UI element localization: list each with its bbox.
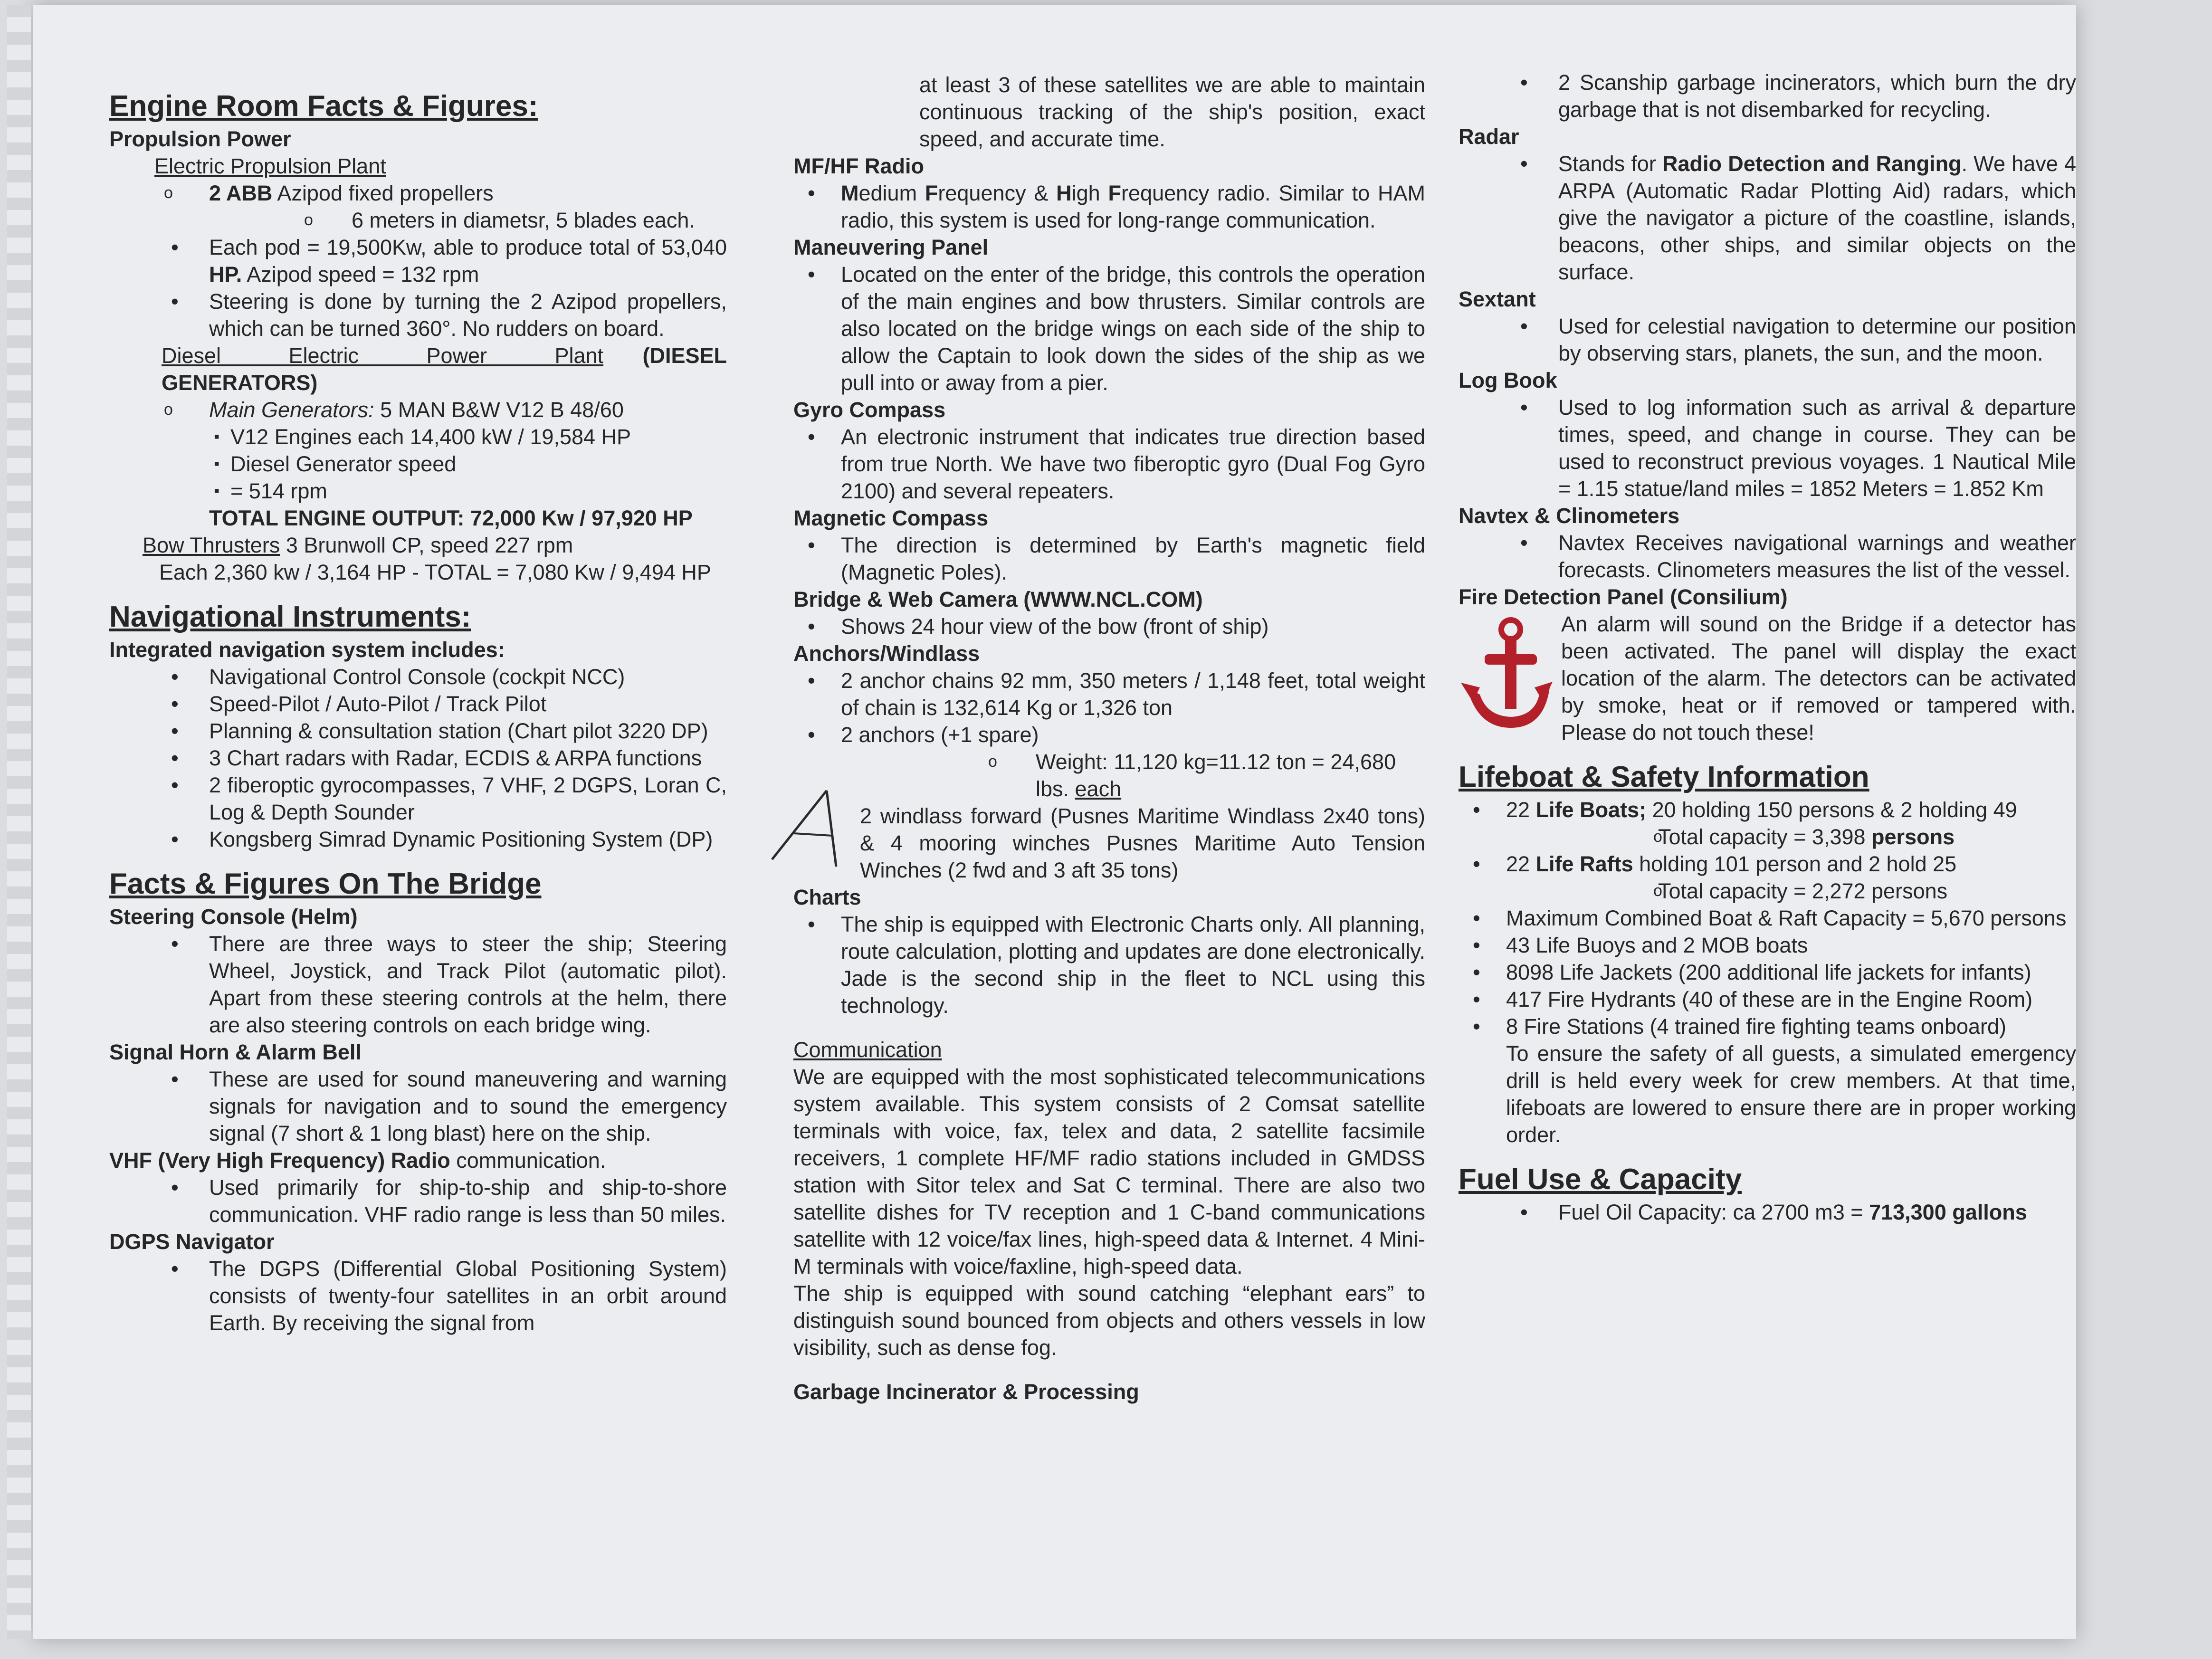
radar-text [1459, 150, 2076, 286]
dg-speed-item: ▪ Diesel Generator speed [109, 450, 727, 477]
bow-thrusters [109, 532, 727, 559]
radar-b: . We have 4 ARPA (Automatic Radar Plotting Aid) radars, which give the navigator a picture of the coastline, islands, beacons, other ships, and similar objects on the surface. [1558, 152, 2076, 284]
pod-item [109, 234, 727, 288]
lb-total-a: Total capacity = 3,398 [1658, 825, 1872, 849]
diesel-plant-label: Diesel Electric Power Plant [162, 343, 604, 368]
anchor-two-text: • 2 anchors (+1 spare) [793, 721, 1425, 748]
lifeboats-total [1459, 823, 2076, 850]
vhf-v: V [165, 1148, 179, 1173]
fuel-item [1459, 1199, 2076, 1226]
garbage-text: • 2 Scanship garbage incinerators, which burn the dry garbage that is not disembarked for recycling. [1459, 69, 2076, 123]
vhf-f: F [269, 1148, 283, 1173]
azipod-bold: 2 ABB [209, 181, 273, 205]
vhf-comm: communication. [450, 1148, 606, 1173]
horn-title: Signal Horn & Alarm Bell [109, 1040, 362, 1064]
communication-title: Communication [793, 1038, 942, 1062]
mfhf-req: requency & [938, 181, 1057, 205]
rpm-item: ▪ = 514 rpm [109, 477, 727, 505]
radar-title: Radar [1459, 124, 1519, 149]
nav-item: • Planning & consultation station (Chart pilot 3220 DP) [109, 717, 727, 744]
dgps-title: DGPS Navigator [109, 1230, 275, 1254]
mfhf-m: M [841, 181, 859, 205]
windlass-row [793, 802, 1425, 884]
fuel-bold: 713,300 gallons [1869, 1200, 2027, 1224]
main-gen-value: 5 MAN B&W V12 B 48/60 [374, 398, 624, 422]
pod-a: Each pod = 19,500Kw, able to produce total of 53,040 [209, 235, 727, 259]
fuel-a: Fuel Oil Capacity: ca 2700 m3 = [1558, 1200, 1869, 1224]
v12-item: ▪ V12 Engines each 14,400 kW / 19,584 HP [109, 423, 727, 450]
column-middle [793, 71, 1425, 1639]
stations-item: • 8 Fire Stations (4 trained fire fighting teams onboard) [1459, 1013, 2076, 1040]
heading-navigational: Navigational Instruments: [109, 601, 471, 633]
diesel-plant-title [109, 342, 727, 396]
windlass-text: 2 windlass forward (Pusnes Maritime Windlass 2x40 tons) & 4 mooring winches Pusnes Maritime Auto Tension Winches (2 fwd and 3 aft 35 tons) [860, 804, 1425, 882]
azipod-rest: Azipod fixed propellers [272, 181, 494, 205]
camera-text: • Shows 24 hour view of the bow (front of ship) [793, 613, 1425, 640]
lb-b: 20 holding 150 persons & 2 holding 49 [1646, 798, 2017, 822]
radar-bold: Radio Detection and Ranging [1662, 152, 1962, 176]
vhf-radio: Radio [391, 1148, 450, 1173]
vhf-ery: ery [178, 1148, 217, 1173]
spacer [793, 1361, 1425, 1378]
sextant-title: Sextant [1459, 287, 1536, 311]
integrated-title: Integrated navigation system includes: [109, 638, 505, 662]
bow-each: Each 2,360 kw / 3,164 HP - TOTAL = 7,080 Kw / 9,494 HP [159, 560, 711, 584]
mfhf-f2: F [1108, 181, 1122, 205]
propulsion-title: Propulsion Power [109, 127, 291, 151]
vhf-req: requency) [283, 1148, 391, 1173]
nav-item: • 2 fiberoptic gyrocompasses, 7 VHF, 2 DGPS, Loran C, Log & Depth Sounder [109, 772, 727, 826]
vhf-a: VHF ( [109, 1148, 165, 1173]
vhf-text: • Used primarily for ship-to-ship and ship-to-shore communication. VHF radio range is less than 50 miles. [109, 1174, 727, 1228]
pod-hp: HP. [209, 262, 242, 286]
maneuvering-text: • Located on the enter of the bridge, this controls the operation of the main engines and bow thrusters. Similar controls are also located on the bridge wings on each side of the ship to allow the Captain to look down the sides of the ship as we pull into or away from a pier. [793, 261, 1425, 396]
mfhf-edium: edium [858, 181, 925, 205]
buoys-item: • 43 Life Buoys and 2 MOB boats [1459, 932, 2076, 959]
lb-total-b: persons [1871, 825, 1955, 849]
navtex-title: Navtex & Clinometers [1459, 504, 1680, 528]
camera-title: Bridge & Web Camera (WWW.NCL.COM) [793, 587, 1203, 611]
maneuvering-title: Maneuvering Panel [793, 235, 989, 259]
fire-panel-text: An alarm will sound on the Bridge if a detector has been activated. The panel will display the exact location of the alarm. The detectors can be activated by smoke, heat or if removed or tampered with. Please do not touch these! [1561, 612, 2076, 744]
mfhf-f: F [925, 181, 938, 205]
dgps-text: • The DGPS (Differential Global Positioning System) consists of twenty-four satellites in an orbit around Earth. By receiving the signal from [109, 1255, 727, 1336]
bow-value: 3 Brunwoll CP, speed 227 rpm [280, 533, 573, 557]
heading-lifeboat: Lifeboat & Safety Information [1459, 761, 1869, 793]
gyro-text: • An electronic instrument that indicates true direction based from true North. We have two fiberoptic gyro (Dual Fog Gyro 2100) and several repeaters. [793, 423, 1425, 505]
nav-item: • 3 Chart radars with Radar, ECDIS & ARPA functions [109, 744, 727, 772]
anchor-weight-value: Weight: 11,120 kg=11.12 ton = 24,680 lbs. [1036, 750, 1396, 801]
nav-item: • Speed-Pilot / Auto-Pilot / Track Pilot [109, 690, 727, 717]
sextant-text: • Used for celestial navigation to determine our position by observing stars, planets, the sun, and the moon. [1459, 313, 2076, 367]
document-sheet [33, 5, 2076, 1639]
hydrants-item: • 417 Fire Hydrants (40 of these are in the Engine Room) [1459, 986, 2076, 1013]
total-output: TOTAL ENGINE OUTPUT: 72,000 Kw / 97,920 HP [209, 506, 693, 530]
diesel-gen-label: (DIESEL GENERATORS) [162, 343, 727, 395]
pod-b: Azipod speed = 132 rpm [242, 262, 479, 286]
radar-a: Stands for [1558, 152, 1662, 176]
nav-item: • Kongsberg Simrad Dynamic Positioning System (DP) [109, 826, 727, 853]
anchor-icon [1459, 616, 1554, 735]
electric-plant-title: Electric Propulsion Plant [154, 154, 386, 178]
heading-bridge: Facts & Figures On The Bridge [109, 868, 542, 900]
horn-text: • These are used for sound maneuvering and warning signals for navigation and to sound the emergency signal (7 short & 1 long blast) here on the ship. [109, 1066, 727, 1147]
anchor-weight [793, 748, 1425, 802]
heading-fuel: Fuel Use & Capacity [1459, 1163, 1742, 1196]
magnetic-text: • The direction is determined by Earth's magnetic field (Magnetic Poles). [793, 532, 1425, 586]
charts-title: Charts [793, 885, 861, 909]
liferafts-item [1459, 850, 2076, 877]
mfhf-igh: igh [1071, 181, 1108, 205]
liferafts-total: o Total capacity = 2,272 persons [1459, 877, 2076, 905]
communication-text: We are equipped with the most sophisticated telecommunications system available. This system consists of 2 Comsat satellite terminals with voice, fax, telex and data, 2 satellite facsimile receivers, 1 complete HF/MF radio stations included in GMDSS station with Sitor telex and Sat C terminal. There are also two satellite dishes for TV reception and 1 C-band communications satellite with 12 voice/fax lines, high-speed data & Internet. 4 Mini-M terminals with voice/faxline, high-speed data. [793, 1065, 1425, 1278]
logbook-title: Log Book [1459, 368, 1557, 392]
lb-a: 22 [1506, 798, 1536, 822]
garbage-title: Garbage Incinerator & Processing [793, 1380, 1139, 1404]
azipod-size: o 6 meters in diametsr, 5 blades each. [109, 207, 727, 234]
spacer [793, 1019, 1425, 1036]
mfhf-h: H [1056, 181, 1072, 205]
main-gen-item [109, 396, 727, 423]
mfhf-title: MF/HF Radio [793, 154, 924, 178]
nav-item: • Navigational Control Console (cockpit NCC) [109, 663, 727, 690]
bow-label: Bow Thrusters [143, 533, 280, 557]
steering-item: • Steering is done by turning the 2 Azipod propellers, which can be turned 360°. No rudders on board. [109, 288, 727, 342]
lifeboats-item [1459, 796, 2076, 823]
steering-console-text: • There are three ways to steer the ship; Steering Wheel, Joystick, and Track Pilot (automatic pilot). Apart from these steering controls at the helm, there are also steering controls on each bridge wing. [109, 930, 727, 1039]
logbook-text: • Used to log information such as arrival & departure times, speed, and change in course. They can be used to reconstruct previous voyages. 1 Nautical Mile = 1.15 statue/land miles = 1852 Meters = 1.852 Km [1459, 394, 2076, 502]
jackets-item: • 8098 Life Jackets (200 additional life jackets for infants) [1459, 959, 2076, 986]
navtex-text: • Navtex Receives navigational warnings and weather forecasts. Clinometers measures the list of the vessel. [1459, 529, 2076, 583]
fire-panel-row [1459, 610, 2076, 746]
mfhf-rest: requency radio. Similar to HAM radio, this system is used for long-range communication. [841, 181, 1426, 232]
gyro-title: Gyro Compass [793, 398, 946, 422]
anchor-chain-text: • 2 anchor chains 92 mm, 350 meters / 1,148 feet, total weight of chain is 132,614 Kg or 1,326 ton [793, 667, 1425, 721]
fire-panel-title: Fire Detection Panel (Consilium) [1459, 585, 1788, 609]
magnetic-title: Magnetic Compass [793, 506, 989, 530]
steering-console-title: Steering Console (Helm) [109, 905, 358, 929]
lr-bold: Life Rafts [1535, 852, 1633, 876]
main-gen-label: Main Generators: [209, 398, 374, 422]
column-left [109, 81, 727, 1639]
drill-text: To ensure the safety of all guests, a simulated emergency drill is held every week for crew members. At that time, lifeboats are lowered to ensure there are in proper working order. [1506, 1041, 2076, 1147]
vhf-title [109, 1147, 727, 1174]
charts-text: • The ship is equipped with Electronic Charts only. All planning, route calculation, plotting and updates are done electronically. Jade is the second ship in the fleet to NCL using this technology. [793, 911, 1425, 1019]
anchors-title: Anchors/Windlass [793, 641, 980, 666]
vhf-h: H [216, 1148, 232, 1173]
dgps-continued: at least 3 of these satellites we are able to maintain continuous tracking of the ship's position, exact speed, and accurate time. [919, 73, 1425, 151]
max-capacity-item: • Maximum Combined Boat & Raft Capacity = 5,670 persons [1459, 905, 2076, 932]
heading-engine-room: Engine Room Facts & Figures: [109, 90, 538, 123]
anchor-each: each [1075, 777, 1122, 801]
azipod-item [109, 180, 727, 207]
vhf-igh: igh [231, 1148, 270, 1173]
mfhf-text [793, 180, 1425, 234]
column-right [1459, 69, 2076, 1639]
lr-b: holding 101 person and 2 hold 25 [1633, 852, 1957, 876]
communication-text-2: The ship is equipped with sound catching “elephant ears” to distinguish sound bounced from objects and others vessels in low visibility, such as dense fog. [793, 1281, 1425, 1360]
lr-a: 22 [1506, 852, 1536, 876]
lb-bold: Life Boats; [1535, 798, 1647, 822]
